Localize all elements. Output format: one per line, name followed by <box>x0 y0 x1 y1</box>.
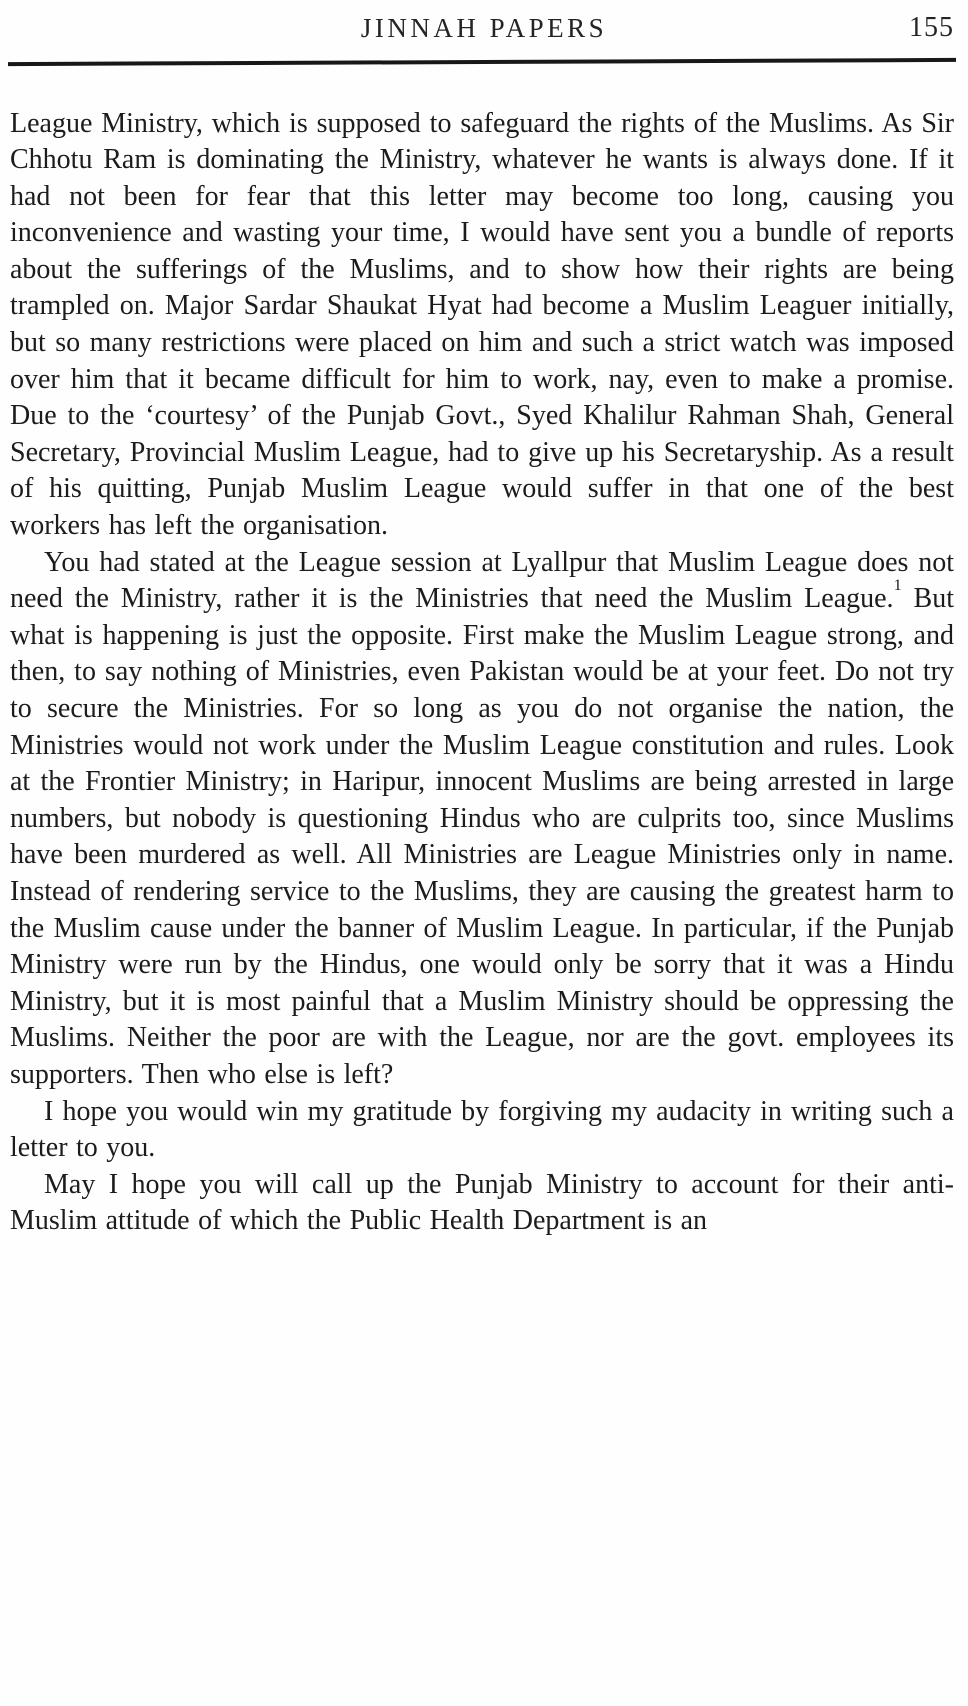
paragraph-text: But what is happening is just the opposite. First make the Muslim League strong, and then, to say nothing of Ministries, even Pakistan would be at your feet. Do not try to secure the Ministries. For so long as you do not organise the nation, the Ministries would not work under the Muslim League constitution and rules. Look at the Frontier Ministry; in Haripur, innocent Muslims are being arrested in large numbers, but nobody is questioning Hindus who are culprits too, since Muslims have been murdered as well. All Ministries are League Ministries only in name. Instead of rendering service to the Muslims, they are causing the greatest harm to the Muslim cause under the banner of Muslim League. In particular, if the Punjab Ministry were run by the Hindus, one would only be sorry that it was a Hindu Ministry, but it is most painful that a Muslim Ministry should be oppressing the Muslims. Neither the poor are with the League, nor are the govt. employees its supporters. Then who else is left? <box>10 583 954 1090</box>
header-rule <box>8 58 956 66</box>
page-number: 155 <box>909 12 954 43</box>
paragraph-text: League Ministry, which is supposed to safeguard the rights of the Muslims. As Sir Chhotu Ram is dominating the Ministry, whatever he wants is always done. If it had not been for fear that this letter may become too long, causing you inconvenience and wasting your time, I would have sent you a bundle of reports about the sufferings of the Muslims, and to show how their rights are being trampled on. Major Sardar Shaukat Hyat had become a Muslim Leaguer initially, but so many restrictions were placed on him and such a strict watch was imposed over him that it became difficult for him to work, nay, even to make a promise. Due to the ‘courtesy’ of the Punjab Govt., Syed Khalilur Rahman Shah, General Secretary, Provincial Muslim League, had to give up his Secretaryship. As a result of his quitting, Punjab Muslim League would suffer in that one of the best workers has left the organisation. <box>10 107 954 542</box>
paragraph <box>10 1094 954 1167</box>
paragraph <box>10 545 954 1094</box>
running-title: JINNAH PAPERS <box>360 13 608 43</box>
page-body <box>0 106 968 1240</box>
paragraph-text: May I hope you will call up the Punjab Ministry to account for their anti-Muslim attitude of which the Public Health Department is an <box>10 1168 954 1237</box>
paragraph <box>10 1167 954 1240</box>
page-header <box>0 0 968 50</box>
footnote-marker: 1 <box>893 575 902 594</box>
paragraph-continuation <box>10 106 954 545</box>
paragraph-text: I hope you would win my gratitude by forgiving my audacity in writing such a letter to you. <box>10 1095 954 1164</box>
paragraph-text: You had stated at the League session at Lyallpur that Muslim League does not need the Ministry, rather it is the Ministries that need the Muslim League. <box>10 546 954 615</box>
